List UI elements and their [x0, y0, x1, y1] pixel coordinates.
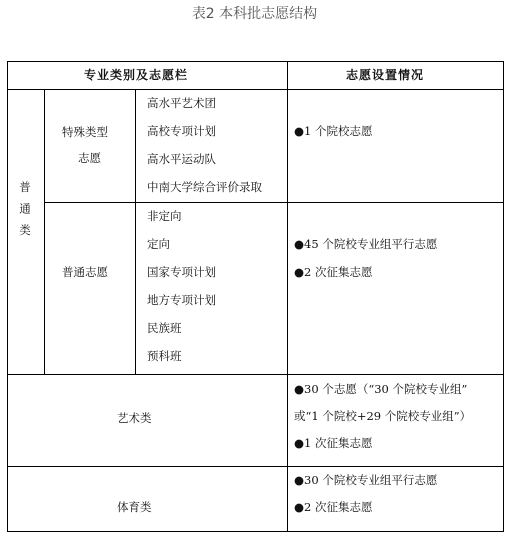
header-settings-column: 志愿设置情况 — [346, 68, 425, 82]
sports-setting: ●2 次征集志愿 — [294, 500, 373, 514]
table-border-top — [7, 61, 504, 62]
special-type-label-line1: 特殊类型 — [62, 125, 108, 139]
special-item: 高校专项计划 — [147, 124, 216, 138]
column-divider-items — [135, 89, 136, 374]
art-sports-divider — [7, 466, 504, 467]
art-setting: ●30 个志愿（“30 个院校专业组” — [294, 382, 468, 396]
normal-item: 国家专项计划 — [147, 265, 216, 279]
art-category-label: 艺术类 — [117, 411, 152, 425]
sports-setting: ●30 个院校专业组平行志愿 — [294, 473, 438, 487]
normal-item: 定向 — [147, 237, 170, 251]
special-item: 高水平艺术团 — [147, 96, 216, 110]
regular-category-label: 普通类 — [18, 181, 32, 246]
normal-volunteer-label: 普通志愿 — [62, 265, 108, 279]
special-normal-divider — [44, 202, 504, 203]
special-item: 中南大学综合评价录取 — [147, 180, 262, 194]
sports-category-label: 体育类 — [117, 500, 152, 514]
special-type-label-line2: 志愿 — [78, 151, 101, 165]
header-divider — [7, 89, 504, 90]
art-setting: 或“1 个院校+29 个院校专业组”） — [294, 409, 472, 423]
normal-item: 民族班 — [147, 321, 182, 335]
normal-item: 预科班 — [147, 349, 182, 363]
regular-art-divider — [7, 374, 504, 375]
normal-setting: ●2 次征集志愿 — [294, 265, 373, 279]
normal-item: 地方专项计划 — [147, 293, 216, 307]
table-border-bottom — [7, 531, 504, 532]
table-border-right — [503, 61, 504, 532]
header-category-column: 专业类别及志愿栏 — [84, 68, 189, 82]
table-border-left — [7, 61, 8, 532]
table-caption: 表2 本科批志愿结构 — [191, 6, 318, 22]
column-divider-regular — [44, 89, 45, 374]
special-setting: ●1 个院校志愿 — [294, 124, 373, 138]
art-setting: ●1 次征集志愿 — [294, 436, 373, 450]
normal-item: 非定向 — [147, 209, 182, 223]
normal-setting: ●45 个院校专业组平行志愿 — [294, 237, 438, 251]
special-item: 高水平运动队 — [147, 152, 216, 166]
column-divider-settings — [287, 61, 288, 532]
